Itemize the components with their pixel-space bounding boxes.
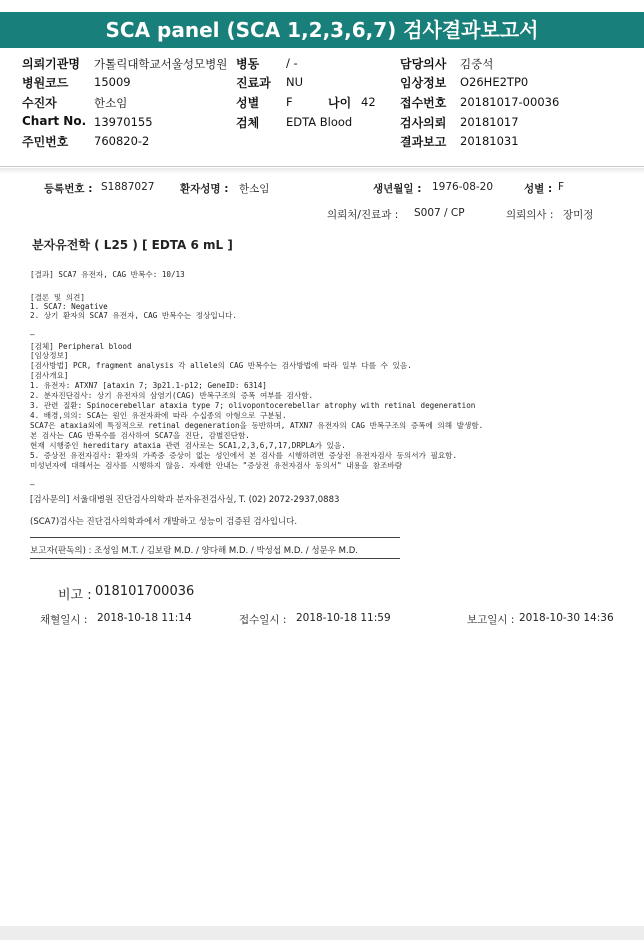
sex-value: F	[558, 181, 565, 193]
header-value: 760820-2	[94, 134, 150, 148]
header-value: EDTA Blood	[286, 115, 353, 129]
report-line: [검체] Peripheral blood	[30, 342, 132, 351]
sex-label: 성별 :	[524, 183, 553, 195]
report-line: 2. 상기 환자의 SCA7 유전자, CAG 반복수는 정상입니다.	[30, 311, 237, 320]
dept-label: 의뢰처/진료과 :	[327, 209, 399, 221]
header-label: 검사의뢰	[400, 116, 447, 130]
header-value: 15009	[94, 75, 131, 89]
inquiry-line: [검사문의] 서울대병원 진단검사의학과 분자유전검사실, T. (02) 2072-2937,0883	[30, 495, 340, 505]
report-line: —	[30, 480, 35, 489]
patient-name-label: 환자성명 :	[180, 183, 229, 195]
paper-edge	[0, 168, 644, 174]
header-value: 한소임	[94, 96, 128, 110]
title-bar	[0, 12, 644, 48]
header-label: Chart No.	[22, 114, 87, 128]
remark-label: 비고 :	[58, 588, 92, 603]
divider	[30, 537, 400, 538]
report-line: 3. 관련 질환: Spinocerebellar ataxia type 7; olivopontocerebellar atrophy with retinal degeneration	[30, 401, 476, 410]
header-label: 주민번호	[22, 135, 69, 149]
header-value: 20181017	[460, 115, 519, 129]
header-label: 수진자	[22, 96, 57, 110]
header-divider	[0, 166, 644, 167]
section-title: 분자유전학 ( L25 ) [ EDTA 6 mL ]	[32, 238, 233, 252]
header-value: 가톨릭대학교서울성모병원	[94, 57, 228, 71]
collect-label: 채혈일시 :	[40, 614, 88, 626]
report-line: 미성년자에 대해서는 검사를 시행하지 않음. 자세한 안내는 "증상전 유전자검사 동의서" 내용을 참조바람	[30, 461, 403, 470]
receipt-value: 2018-10-18 11:59	[296, 612, 391, 624]
reg-no-value: S1887027	[101, 181, 155, 193]
header-label: 임상정보	[400, 76, 447, 90]
bottom-band	[0, 926, 644, 940]
header-value: 42	[361, 95, 376, 109]
report-line: 1. 유전자: ATXN7 [ataxin 7; 3p21.1-p12; GeneID: 6314]	[30, 381, 267, 390]
remark-value: 018101700036	[95, 584, 195, 599]
patient-name-value: 한소임	[239, 183, 270, 195]
header-value: 13970155	[94, 115, 153, 129]
header-label: 접수번호	[400, 96, 447, 110]
header-label: 의뢰기관명	[22, 57, 80, 71]
report-line: [검사개요]	[30, 371, 69, 380]
report-line: [임상정보]	[30, 351, 69, 360]
header-value: 김중석	[460, 57, 494, 71]
report-line: [검사방법] PCR, fragment analysis 각 allele의 CAG 반복수는 검사방법에 따라 일부 다를 수 있음.	[30, 361, 412, 370]
header-label: 검체	[236, 116, 260, 130]
divider	[30, 558, 400, 559]
header-value: NU	[286, 75, 304, 89]
report-line: —	[30, 330, 35, 339]
reporters-line: 보고자(판독의) : 조성임 M.T. / 김보람 M.D. / 양다해 M.D. / 박성섭 M.D. / 성문우 M.D.	[30, 546, 358, 556]
header-label: 병동	[236, 57, 260, 71]
reg-no-label: 등록번호 :	[44, 183, 93, 195]
report-line: [결론 및 의견]	[30, 293, 85, 302]
header-value: 20181017-00036	[460, 95, 560, 109]
dept-value: S007 / CP	[414, 207, 465, 219]
header-value: / -	[286, 56, 298, 70]
validation-note: (SCA7)검사는 진단검사의학과에서 개발하고 성능이 검증된 검사입니다.	[30, 517, 298, 527]
header-label: 담당의사	[400, 57, 447, 71]
report-title: SCA panel (SCA 1,2,3,6,7) 검사결과보고서	[105, 18, 539, 42]
report-line: SCA7은 ataxia외에 특징적으로 retinal degeneration을 동반하며, ATXN7 유전자의 CAG 반복구조의 증폭에 의해 발생함.	[30, 421, 484, 430]
report-line: 현재 시행중인 hereditary ataxia 관련 검사로는 SCA1,2,3,6,7,17,DRPLA가 있음.	[30, 441, 346, 450]
header-label: 나이	[328, 96, 352, 110]
header-label: 병원코드	[22, 76, 69, 90]
collect-value: 2018-10-18 11:14	[97, 612, 192, 624]
receipt-label: 접수일시 :	[239, 614, 287, 626]
report-line: 5. 증상전 유전자검사: 환자의 가족중 증상이 없는 성인에서 본 검사를 시행하려면 증상전 유전자검사 동의서가 필요함.	[30, 451, 458, 460]
header-label: 진료과	[236, 76, 271, 90]
report-line: [결과] SCA7 유전자, CAG 반복수: 10/13	[30, 270, 185, 279]
report-line: 2. 분자진단검사: 상기 유전자의 삼염기(CAG) 반복구조의 증폭 여부를 검사함.	[30, 391, 314, 400]
header-label: 결과보고	[400, 135, 447, 149]
header-value: O26HE2TP0	[460, 75, 529, 89]
header-label: 성별	[236, 96, 260, 110]
header-value: F	[286, 95, 293, 109]
report-date-value: 2018-10-30 14:36	[519, 612, 614, 624]
report-line: 본 검사는 CAG 반복수를 검사하여 SCA7을 진단, 감별진단함.	[30, 431, 250, 440]
dob-value: 1976-08-20	[432, 181, 494, 193]
header-value: 20181031	[460, 134, 519, 148]
doctor-value: 장미정	[563, 209, 594, 221]
report-line: 1. SCA7: Negative	[30, 302, 108, 311]
report-date-label: 보고일시 :	[467, 614, 515, 626]
report-line: 4. 배경,의의: SCA는 원인 유전자좌에 따라 수십종의 아형으로 구분됨.	[30, 411, 287, 420]
doctor-label: 의뢰의사 :	[506, 209, 554, 221]
dob-label: 생년월일 :	[373, 183, 422, 195]
